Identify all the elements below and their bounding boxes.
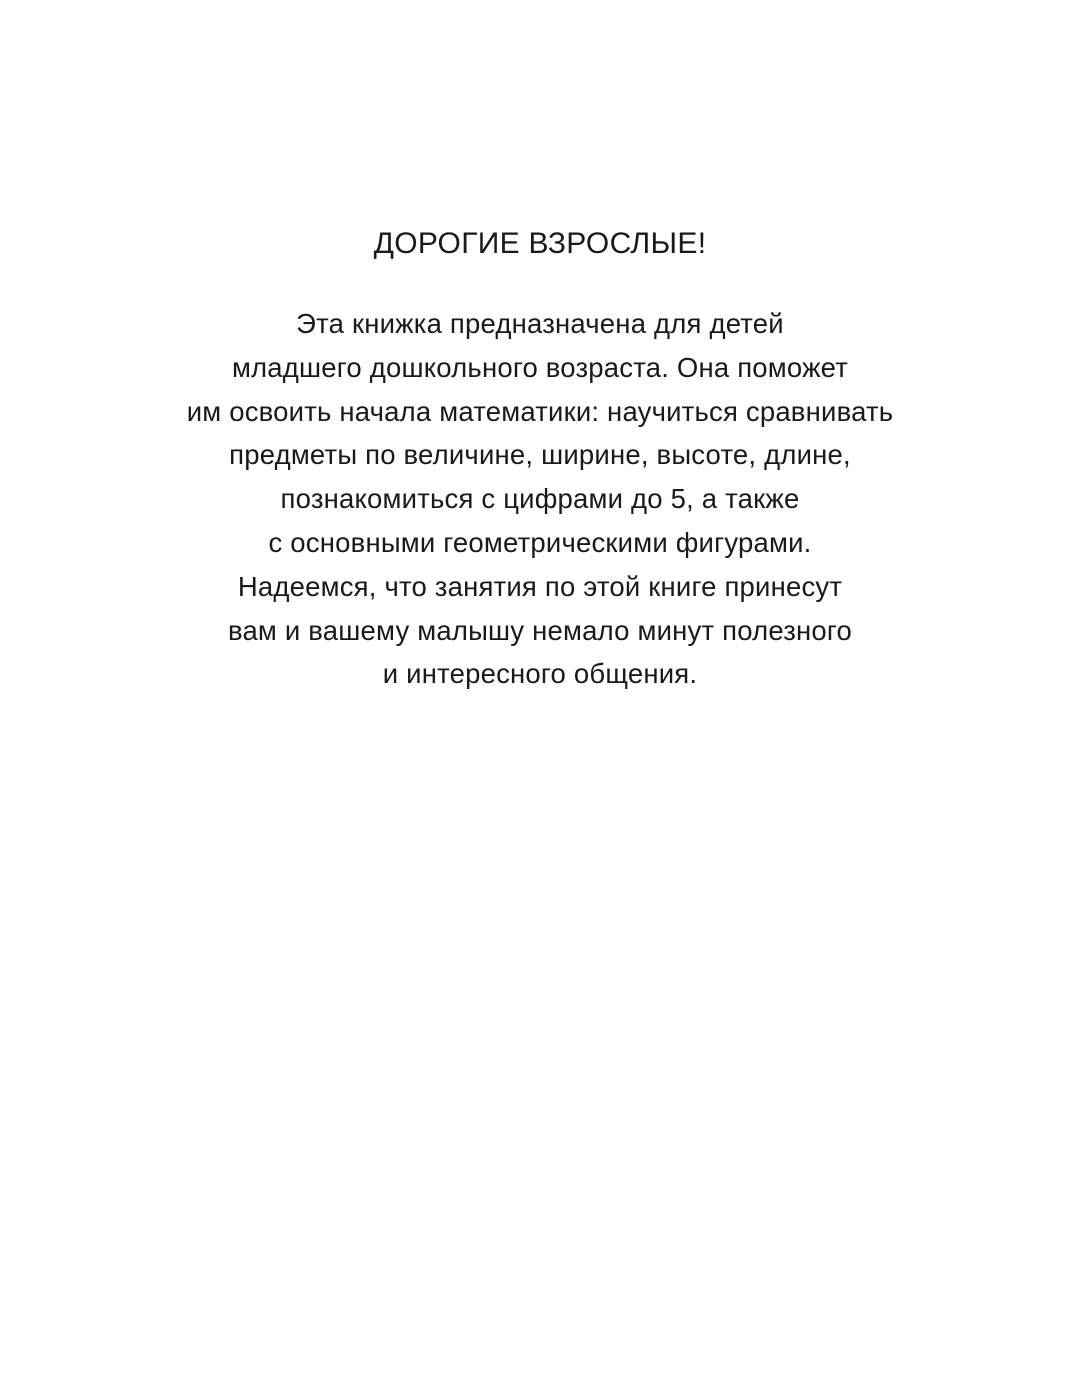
text-line: познакомиться с цифрами до 5, а также <box>280 483 800 515</box>
text-line: Эта книжка предназначена для детей <box>296 308 784 339</box>
text-line: им освоить начала математики: научиться сравнивать <box>186 395 894 427</box>
text-line: вам и вашему малышу немало минут полезного <box>227 614 853 646</box>
text-line: с основными геометрическими фигурами. <box>268 526 812 558</box>
text-line: младшего дошкольного возраста. Она поможет <box>231 351 849 383</box>
text-line: Надеемся, что занятия по этой книге принесут <box>237 570 843 602</box>
body-paragraph <box>0 302 1080 696</box>
text-line: предметы по величине, ширине, высоте, длине, <box>229 439 851 471</box>
page-heading: ДОРОГИЕ ВЗРОСЛЫЕ! <box>373 227 707 260</box>
text-line: и интересного общения. <box>382 658 698 690</box>
